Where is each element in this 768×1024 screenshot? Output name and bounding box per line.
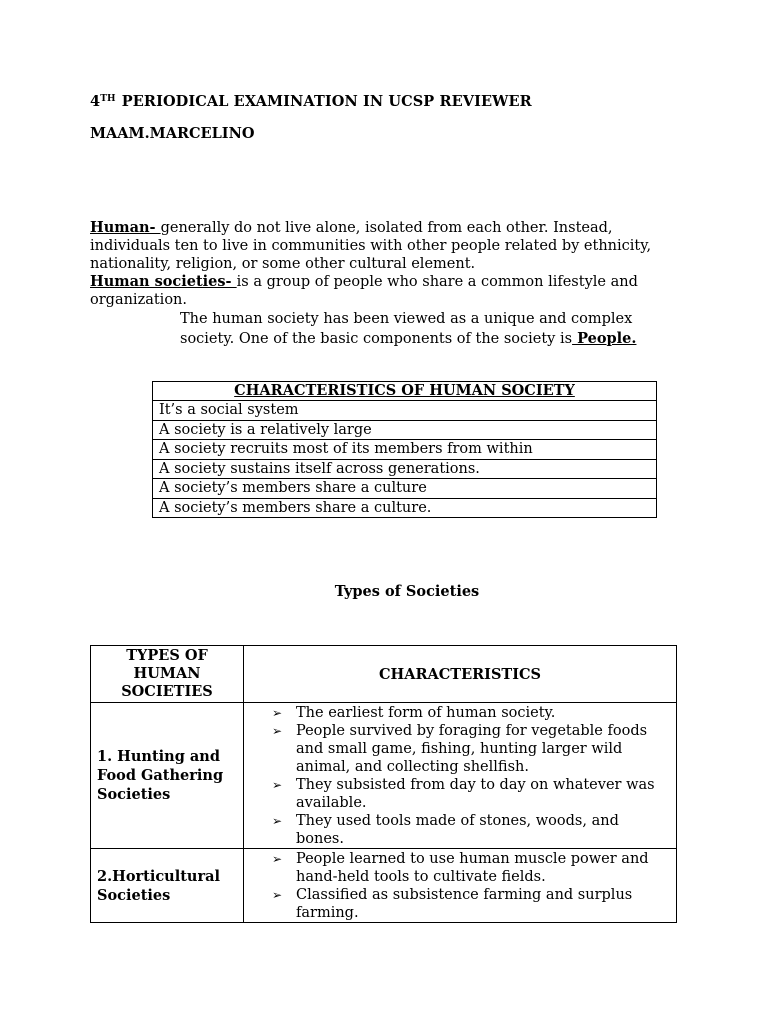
table-cell: It’s a social system xyxy=(153,401,657,421)
table-row xyxy=(153,440,657,460)
document-title xyxy=(90,93,532,110)
indented-paragraph xyxy=(180,309,680,349)
table-cell: A society’s members share a culture xyxy=(153,479,657,499)
table-row xyxy=(91,849,677,923)
societies-definition xyxy=(90,273,690,309)
characteristics-table xyxy=(152,381,657,518)
characteristics-list xyxy=(272,704,670,848)
human-definition-text: generally do not live alone, isolated from each other. Instead, individuals ten to live in communities with other people related by ethnicity, nationality, religion, or some other cultural element. xyxy=(90,220,652,273)
list-item xyxy=(272,776,670,812)
arrow-bullet-icon: ➢ xyxy=(272,851,283,866)
table-row xyxy=(153,459,657,479)
list-item-text: People survived by foraging for vegetable foods and small game, fishing, hunting larger wild animal, and collecting shellfish. xyxy=(296,722,648,775)
types-table xyxy=(90,645,677,923)
title-text: PERIODICAL EXAMINATION IN UCSP REVIEWER xyxy=(121,93,532,110)
arrow-bullet-icon: ➢ xyxy=(272,813,283,828)
table-cell: A society is a relatively large xyxy=(153,420,657,440)
list-item xyxy=(272,722,670,776)
list-item xyxy=(272,886,670,922)
types-of-societies-heading: Types of Societies xyxy=(334,583,480,600)
characteristics-cell xyxy=(244,703,677,849)
list-item-text: Classified as subsistence farming and surplus farming. xyxy=(296,886,633,921)
types-column-header: TYPES OF HUMAN SOCIETIES xyxy=(91,646,244,703)
arrow-bullet-icon: ➢ xyxy=(272,777,283,792)
societies-definition-text: is a group of people who share a common lifestyle and organization. xyxy=(90,274,638,309)
people-emphasis: People. xyxy=(572,330,637,347)
list-item-text: The earliest form of human society. xyxy=(296,704,556,721)
table-cell: A society sustains itself across generations. xyxy=(153,459,657,479)
title-superscript: TH xyxy=(100,94,116,104)
list-item-text: People learned to use human muscle power and hand-held tools to cultivate fields. xyxy=(296,850,649,885)
characteristics-list xyxy=(272,850,670,922)
arrow-bullet-icon: ➢ xyxy=(272,723,283,738)
list-item-text: They used tools made of stones, woods, and bones. xyxy=(296,812,619,847)
table-row xyxy=(91,703,677,849)
characteristics-column-header: CHARACTERISTICS xyxy=(244,646,677,703)
list-item xyxy=(272,850,670,886)
societies-term: Human societies- xyxy=(90,273,237,290)
arrow-bullet-icon: ➢ xyxy=(272,887,283,902)
characteristics-cell xyxy=(244,849,677,923)
table-row xyxy=(153,479,657,499)
table-row xyxy=(153,401,657,421)
human-term: Human- xyxy=(90,219,161,236)
table-row xyxy=(153,498,657,518)
title-number: 4 xyxy=(90,93,101,110)
author-name: MAAM.MARCELINO xyxy=(90,125,255,142)
list-item xyxy=(272,704,670,722)
characteristics-table-heading: CHARACTERISTICS OF HUMAN SOCIETY xyxy=(153,382,657,401)
table-cell: A society’s members share a culture. xyxy=(153,498,657,518)
society-type-label: 1. Hunting and Food Gathering Societies xyxy=(91,703,244,849)
arrow-bullet-icon: ➢ xyxy=(272,705,283,720)
human-definition xyxy=(90,219,690,274)
list-item xyxy=(272,812,670,848)
table-row xyxy=(153,420,657,440)
society-type-label: 2.Horticultural Societies xyxy=(91,849,244,923)
list-item-text: They subsisted from day to day on whatever was available. xyxy=(296,776,655,811)
table-cell: A society recruits most of its members from within xyxy=(153,440,657,460)
indented-paragraph-text: The human society has been viewed as a unique and complex society. One of the basic components of the society is xyxy=(180,311,633,347)
